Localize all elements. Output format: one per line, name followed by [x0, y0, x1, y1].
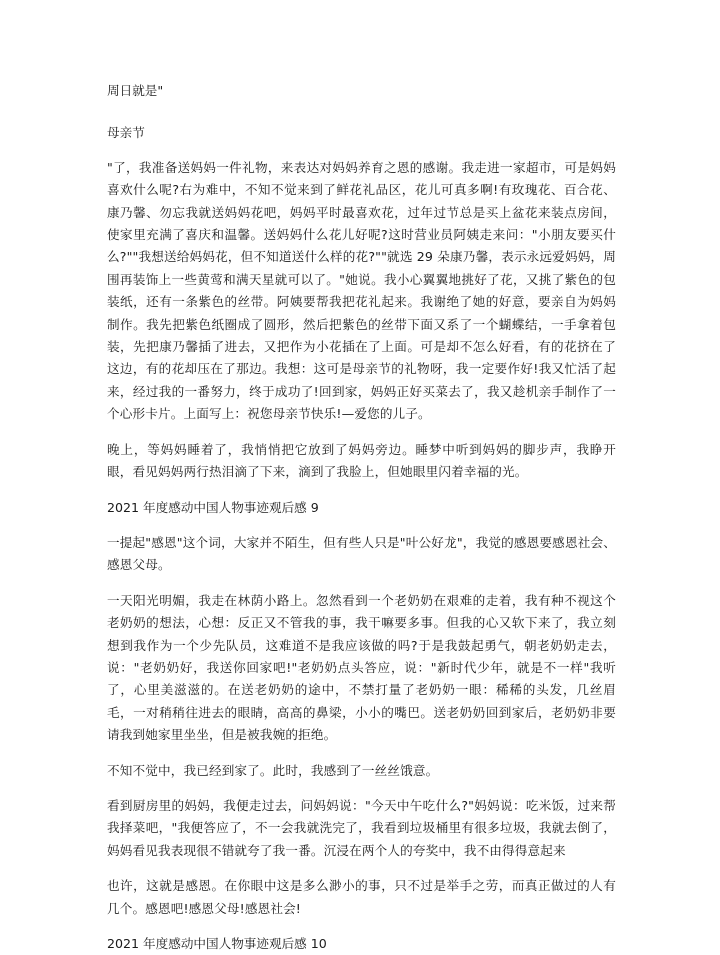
paragraph-old-grandma: 一天阳光明媚，我走在林荫小路上。忽然看到一个老奶奶在艰难的走着，我有种不视这个老奶奶的想法，心想：反正又不管我的事，我干嘛要多事。但我的心又软下来了，我立刻想到我作为一个少先队员，这难道不是我应该做的吗?于是我鼓起勇气，朝老奶奶走去，说："老奶奶好，我送你回家吧!"老奶奶点头答应，说："新时代少年，就是不一样"我听了，心里美滋滋的。在送老奶奶的途中，不禁打量了老奶奶一眼：稀稀的头发，几丝眉毛，一对稍稍往进去的眼睛，高高的鼻梁，小小的嘴巴。送老奶奶回到家后，老奶奶非要请我到她家里坐坐，但是被我婉的拒绝。 [107, 592, 616, 743]
paragraph-gratitude-intro: 一提起"感恩"这个词，大家并不陌生，但有些人只是"叶公好龙"，我觉的感恩要感恩社会、感恩父母。 [107, 534, 616, 573]
paragraph-home: 不知不觉中，我已经到家了。此时，我感到了一丝丝饿意。 [107, 762, 439, 778]
section-heading-9: 2021 年度感动中国人物事迹观后感 9 [107, 499, 319, 515]
text-fragment: 周日就是" [107, 83, 164, 98]
section-heading-10: 2021 年度感动中国人物事迹观后感 10 [107, 936, 327, 951]
section-heading-mothers-day: 母亲节 [107, 125, 145, 141]
paragraph-conclusion: 也许，这就是感恩。在你眼中这是多么渺小的事，只不过是举手之劳，而真正做过的人有几个。感恩吧!感恩父母!感恩社会! [107, 878, 616, 916]
paragraph-gift-story: "了，我准备送妈妈一件礼物，来表达对妈妈养育之恩的感谢。我走进一家超市，可是妈妈喜欢什么呢?右为难中，不知不觉来到了鲜花礼品区，花儿可真多啊!有玫瑰花、百合花、康乃馨、勿忘我就送妈妈花吧，妈妈平时最喜欢花，过年过节总是买上盆花来装点房间，使家里充满了喜庆和温馨。送妈妈什么花儿好呢?这时营业员阿姨走来问："小朋友要买什么?""我想送给妈妈花，但不知道送什么样的花?""就选 29 朵康乃馨，表示永远爱妈妈，周围再装饰上一些黄莺和满天星就可以了。"她说。我小心翼翼地挑好了花，又挑了紫色的包装纸，还有一条紫色的丝带。阿姨要帮我把花礼起来。我谢绝了她的好意，要亲自为妈妈制作。我先把紫色纸圈成了圆形，然后把紫色的丝带下面又系了一个蝴蝶结，一手拿着包装，先把康乃馨插了进去，又把作为小花插在了上面。可是却不怎么好看，有的花挤在了这边，有的花却压在了那边。我想：这可是母亲节的礼物呀，我一定要作好!我又忙活了起来，经过我的一番努力，终于成功了!回到家，妈妈正好买菜去了，我又趁机亲手制作了一个心形卡片。上面写上：祝您母亲节快乐!—爱您的儿子。 [107, 159, 616, 422]
paragraph-kitchen: 看到厨房里的妈妈，我便走过去，问妈妈说："今天中午吃什么?"妈妈说：吃米饭，过来帮我择菜吧，"我便答应了，不一会我就洗完了，我看到垃圾桶里有很多垃圾，我就去倒了，妈妈看见我表现很不错就夸了我一番。沉浸在两个人的夸奖中，我不由得得意起来 [107, 797, 616, 858]
paragraph-evening: 晚上，等妈妈睡着了，我悄悄把它放到了妈妈旁边。睡梦中听到妈妈的脚步声，我睁开眼，看见妈妈两行热泪滴了下来，滴到了我脸上，但她眼里闪着幸福的光。 [107, 441, 616, 480]
